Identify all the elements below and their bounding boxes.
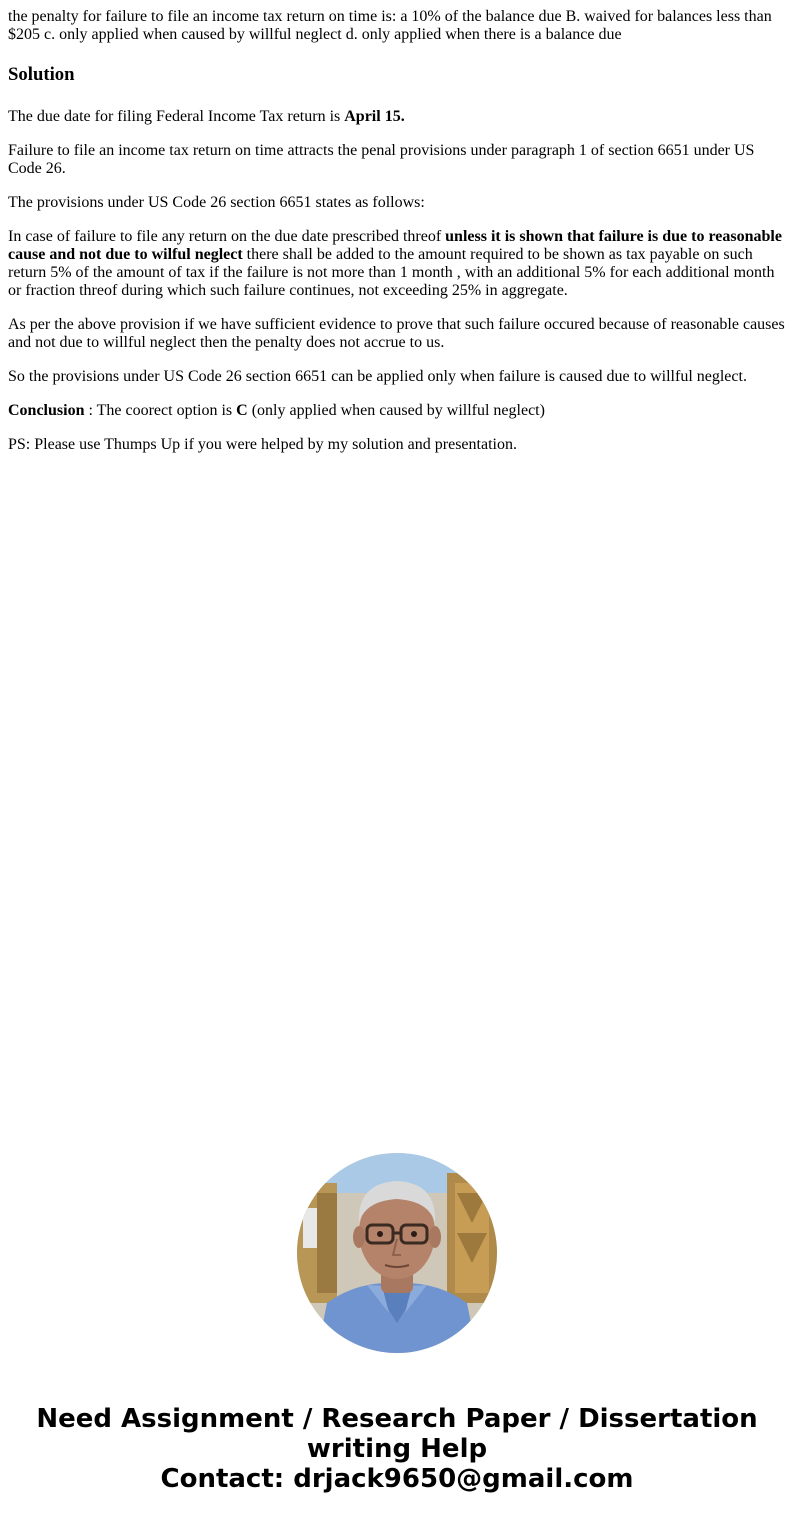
promo-contact: Contact: drjack9650@gmail.com — [160, 1464, 634, 1494]
promo-banner — [0, 1404, 794, 1494]
paragraph-due-date — [8, 108, 786, 126]
paragraph-reasonable-cause: As per the above provision if we have sufficient evidence to prove that such failure occured because of reasonable causes and not due to willful neglect then the penalty does not accrue to us. — [8, 316, 785, 351]
due-date-bold: April 15. — [344, 108, 405, 125]
paragraph-conclusion — [8, 402, 786, 420]
paragraph-applied-when: So the provisions under US Code 26 section 6651 can be applied only when failure is caused due to willful neglect. — [8, 368, 747, 385]
paragraph-provision-text — [8, 228, 786, 300]
avatar — [297, 1153, 497, 1353]
provision-before: In case of failure to file any return on the due date prescribed threof — [8, 228, 446, 245]
provision-after: there shall be added to the amount required to be shown as tax payable on such return 5% of the amount of tax if the failure is not more than 1 month , with an additional 5% for each additional month or fraction threof during which such failure continues, not exceeding 25% in aggregate. — [8, 246, 775, 299]
person-portrait-icon — [297, 1153, 497, 1353]
question-text: the penalty for failure to file an income tax return on time is: a 10% of the balance due B. waived for balances less than $205 c. only applied when caused by willful neglect d. only applied when there is a balance due — [8, 8, 772, 43]
paragraph-penal-provisions: Failure to file an income tax return on time attracts the penal provisions under paragraph 1 of section 6651 under US Code 26. — [8, 142, 755, 177]
promo-line-1: Need Assignment / Research Paper / Dissertation — [36, 1404, 758, 1434]
conclusion-label: Conclusion — [8, 402, 85, 419]
due-date-text: The due date for filing Federal Income Tax return is — [8, 108, 345, 125]
provision-bold: unless it is shown that failure is due to reasonable cause and not due to wilful neglect — [8, 228, 782, 263]
conclusion-text-before: : The coorect option is — [84, 402, 237, 419]
promo-line-2: writing Help — [306, 1434, 488, 1464]
paragraph-ps: PS: Please use Thumps Up if you were helped by my solution and presentation. — [8, 436, 517, 453]
solution-heading: Solution — [8, 64, 75, 85]
conclusion-option: C — [236, 402, 248, 419]
conclusion-text-after: (only applied when caused by willful neglect) — [247, 402, 545, 419]
document-body — [8, 8, 786, 470]
paragraph-provisions-intro: The provisions under US Code 26 section 6651 states as follows: — [8, 194, 425, 211]
